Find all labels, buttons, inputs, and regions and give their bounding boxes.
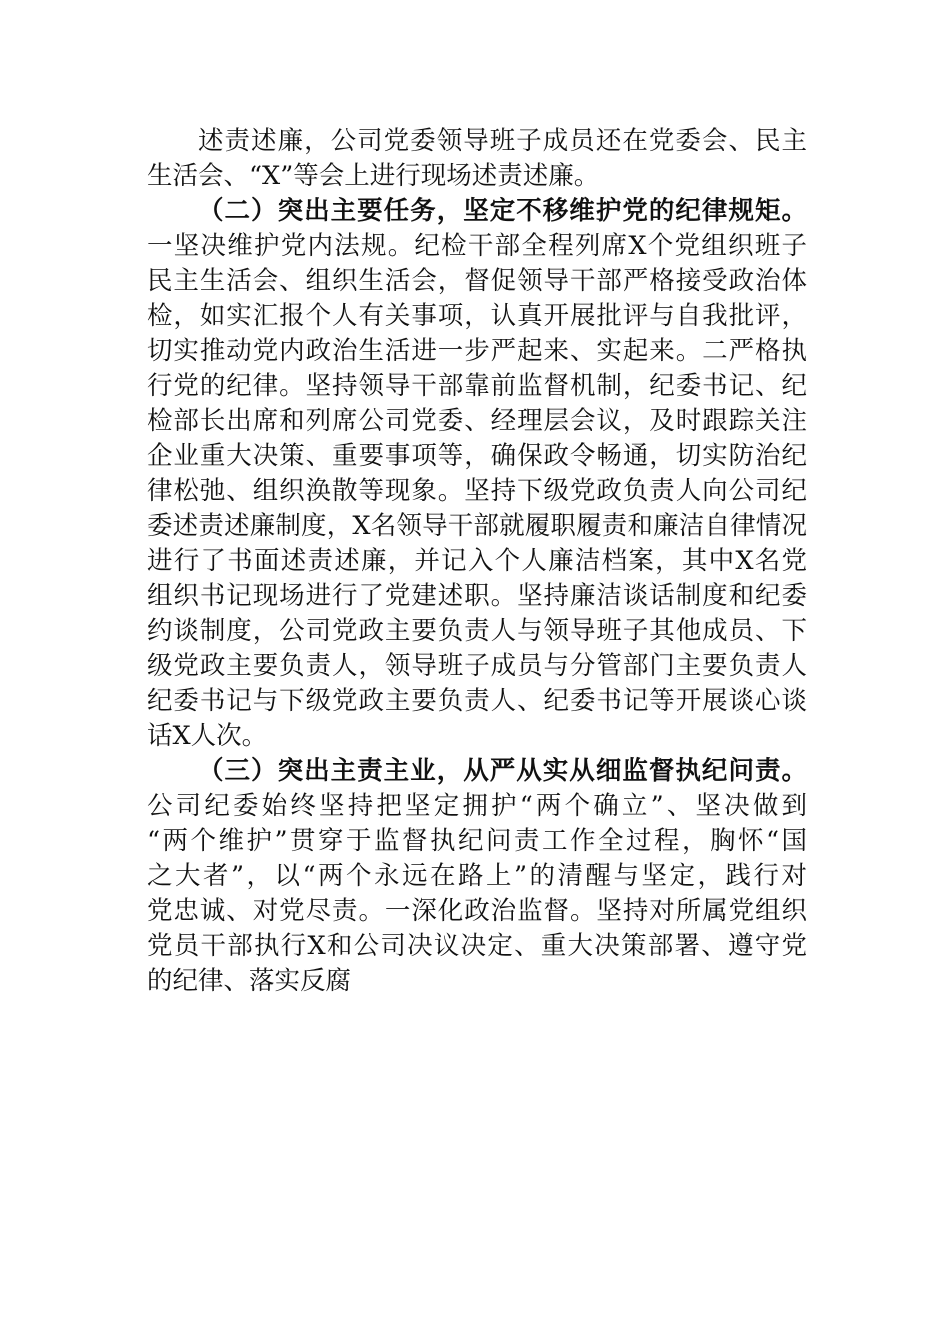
text-line-13: 进行了书面述责述廉，并记入个人廉洁档案，其中X名党 — [147, 546, 807, 576]
text-line-14: 组织书记现场进行了党建述职。坚持廉洁谈话制度和纪委 — [147, 581, 807, 611]
text-line-4: 一坚决维护党内法规。纪检干部全程列席X个党组织班子 — [147, 231, 807, 261]
text-line-15: 约谈制度，公司党政主要负责人与领导班子其他成员、下 — [147, 616, 807, 646]
text-line-21: “两个维护”贯穿于监督执纪问责工作全过程，胸怀“国 — [147, 826, 807, 856]
text-line-10: 企业重大决策、重要事项等，确保政令畅通，切实防治纪 — [147, 441, 807, 471]
text-line-16: 级党政主要负责人，领导班子成员与分管部门主要负责人 — [147, 651, 807, 681]
text-line-20: 公司纪委始终坚持把坚定拥护“两个确立”、坚决做到 — [147, 791, 807, 821]
text-line-9: 检部长出席和列席公司党委、经理层会议，及时跟踪关注 — [147, 406, 807, 436]
text-line-8: 行党的纪律。坚持领导干部靠前监督机制，纪委书记、纪 — [147, 371, 807, 401]
text-line-12: 委述责述廉制度，X名领导干部就履职履责和廉洁自律情况 — [147, 511, 807, 541]
text-line-5: 民主生活会、组织生活会，督促领导干部严格接受政治体 — [147, 266, 807, 296]
text-line-11: 律松弛、组织涣散等现象。坚持下级党政负责人向公司纪 — [147, 476, 807, 506]
text-line-17: 纪委书记与下级党政主要负责人、纪委书记等开展谈心谈 — [147, 686, 807, 716]
text-line-7: 切实推动党内政治生活进一步严起来、实起来。二严格执 — [147, 336, 807, 366]
text-line-1: 述责述廉，公司党委领导班子成员还在党委会、民主 — [198, 126, 807, 156]
text-line-24: 党员干部执行X和公司决议决定、重大决策部署、遵守党 — [147, 931, 807, 961]
section-heading-3: （三）突出主责主业，从严从实从细监督执纪问责。 — [198, 756, 807, 786]
text-line-23: 党忠诚、对党尽责。一深化政治监督。坚持对所属党组织 — [147, 896, 807, 926]
text-line-22: 之大者”，以“两个永远在路上”的清醒与坚定，践行对 — [147, 861, 807, 891]
text-line-6: 检，如实汇报个人有关事项，认真开展批评与自我批评， — [147, 301, 807, 331]
text-line-2: 生活会、“X”等会上进行现场述责述廉。 — [147, 161, 600, 191]
text-line-25: 的纪律、落实反腐 — [147, 966, 352, 996]
text-line-18: 话X人次。 — [147, 721, 268, 751]
section-heading-2: （二）突出主要任务，坚定不移维护党的纪律规矩。 — [198, 196, 807, 226]
